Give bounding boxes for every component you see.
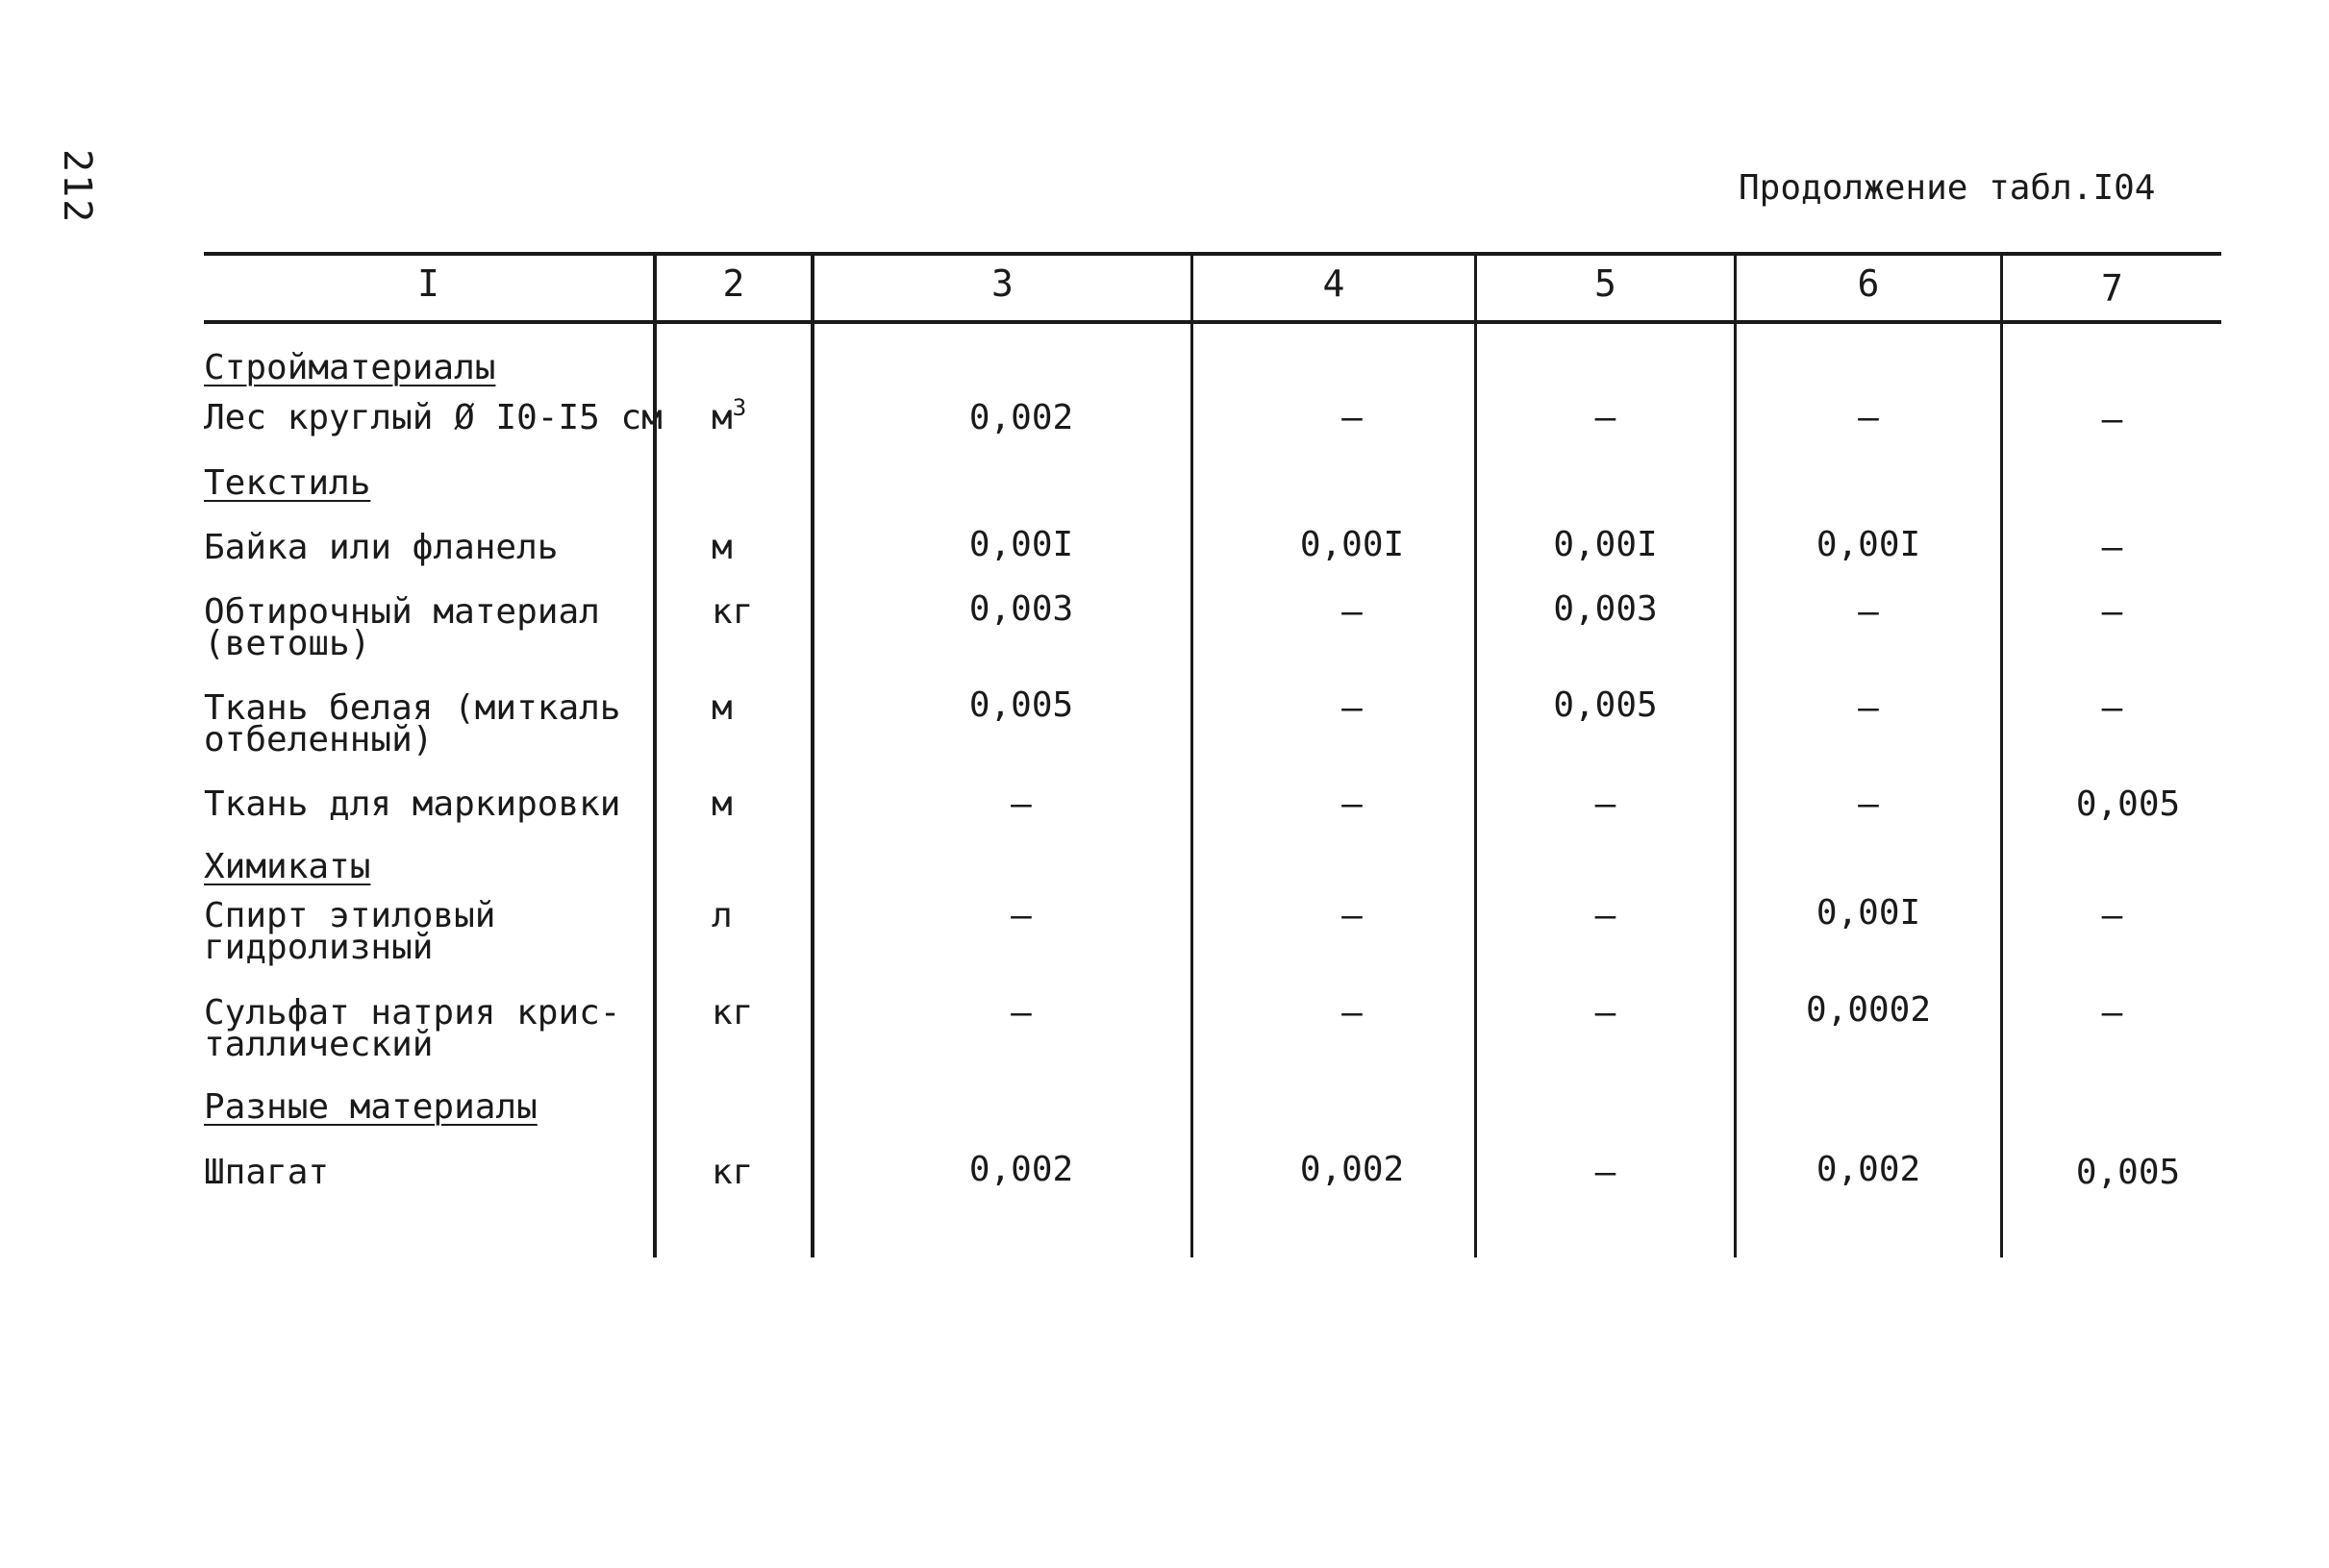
material-name: Сульфат натрия крис- bbox=[204, 993, 621, 1033]
value-col5: 0,003 bbox=[1553, 589, 1658, 629]
material-name-continued: гидролизный bbox=[204, 928, 434, 967]
table-header-rule bbox=[204, 320, 2221, 324]
material-name: Спирт этиловый bbox=[204, 896, 496, 935]
value-col6: 0,002 bbox=[1816, 1150, 1921, 1189]
value-col6: – bbox=[1858, 688, 1879, 728]
value-col4: – bbox=[1341, 592, 1363, 632]
value-col7: 0,005 bbox=[2075, 1153, 2181, 1192]
unit: $м^3$ bbox=[712, 394, 747, 437]
unit-superscript: 3 bbox=[732, 394, 747, 421]
value-col6: 0,00I bbox=[1816, 893, 1921, 933]
value-col7: – bbox=[2101, 688, 2123, 728]
value-col6: – bbox=[1858, 398, 1879, 437]
value-col6: 0,0002 bbox=[1805, 990, 1932, 1030]
value-col5: – bbox=[1594, 1153, 1616, 1192]
material-name: Обтирочный материал bbox=[204, 592, 600, 632]
value-col5: – bbox=[1594, 896, 1616, 935]
value-col4: 0,002 bbox=[1299, 1150, 1405, 1189]
unit: кг bbox=[712, 993, 754, 1033]
value-col3: 0,002 bbox=[968, 398, 1074, 437]
table-top-rule bbox=[204, 252, 2221, 256]
value-col5: 0,005 bbox=[1553, 685, 1658, 725]
section-title: Разные материалы bbox=[204, 1087, 538, 1127]
material-name-continued: таллический bbox=[204, 1025, 434, 1064]
column-divider bbox=[2000, 252, 2003, 1257]
value-col7: – bbox=[2101, 993, 2123, 1033]
unit: л bbox=[712, 896, 733, 935]
material-name-continued: (ветошь) bbox=[204, 624, 371, 663]
material-name-continued: отбеленный) bbox=[204, 720, 434, 759]
value-col6: 0,00I bbox=[1816, 525, 1921, 564]
value-col5: 0,00I bbox=[1553, 525, 1658, 564]
column-header: 6 bbox=[1857, 262, 1880, 305]
value-col3: – bbox=[1011, 896, 1032, 935]
column-header: 3 bbox=[991, 262, 1014, 305]
value-col7: – bbox=[2101, 896, 2123, 935]
column-header: 5 bbox=[1594, 262, 1616, 305]
material-name: Лес круглый Ø I0-I5 см bbox=[204, 398, 663, 437]
value-col3: – bbox=[1011, 993, 1032, 1033]
value-col5: – bbox=[1594, 398, 1616, 437]
section-title: Стройматериалы bbox=[204, 348, 496, 387]
unit: м bbox=[712, 528, 733, 567]
unit: м bbox=[712, 688, 733, 728]
material-name: Байка или фланель bbox=[204, 528, 559, 567]
value-col3: 0,005 bbox=[968, 685, 1074, 725]
value-col5: – bbox=[1594, 784, 1616, 824]
material-name: Ткань для маркировки bbox=[204, 784, 621, 824]
value-col6: – bbox=[1858, 592, 1879, 632]
section-title: Текстиль bbox=[204, 463, 371, 503]
unit: кг bbox=[712, 592, 754, 632]
column-header: 7 bbox=[2101, 267, 2123, 310]
value-col4: – bbox=[1341, 784, 1363, 824]
value-col3: 0,00I bbox=[968, 525, 1074, 564]
column-header: 4 bbox=[1322, 262, 1345, 305]
value-col3: – bbox=[1011, 784, 1032, 824]
value-col4: – bbox=[1341, 993, 1363, 1033]
page-number: 212 bbox=[55, 149, 99, 225]
column-header: I bbox=[417, 262, 439, 305]
unit: кг bbox=[712, 1153, 754, 1192]
unit: м bbox=[712, 784, 733, 824]
value-col4: 0,00I bbox=[1299, 525, 1405, 564]
value-col7: – bbox=[2101, 528, 2123, 567]
value-col7: 0,005 bbox=[2075, 784, 2181, 824]
value-col7: – bbox=[2101, 592, 2123, 632]
table-continuation-caption: Продолжение табл.I04 bbox=[1739, 168, 2156, 208]
value-col4: – bbox=[1341, 398, 1363, 437]
value-col4: – bbox=[1341, 688, 1363, 728]
value-col4: – bbox=[1341, 896, 1363, 935]
column-header: 2 bbox=[722, 262, 745, 305]
value-col3: 0,002 bbox=[968, 1150, 1074, 1189]
material-name: Ткань белая (миткаль bbox=[204, 688, 621, 728]
value-col7: – bbox=[2101, 400, 2123, 439]
material-name: Шпагат bbox=[204, 1153, 330, 1192]
value-col6: – bbox=[1858, 784, 1879, 824]
value-col3: 0,003 bbox=[968, 589, 1074, 629]
value-col5: – bbox=[1594, 993, 1616, 1033]
section-title: Химикаты bbox=[204, 847, 371, 886]
